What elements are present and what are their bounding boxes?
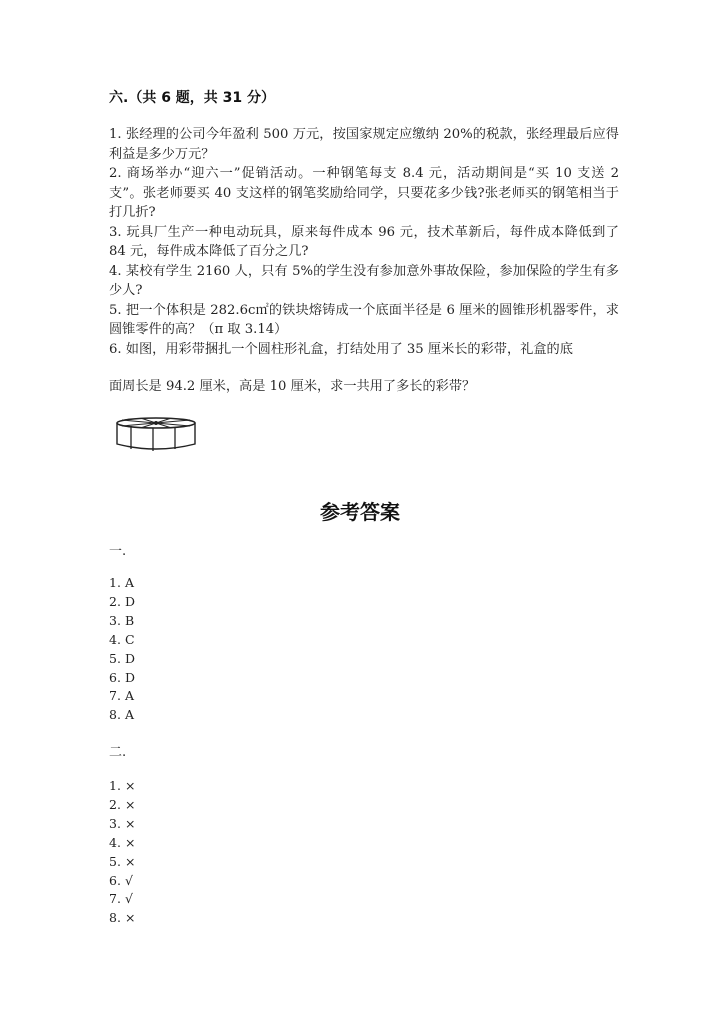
answer-item: 5. D: [109, 650, 135, 666]
answer-item: 4. ×: [109, 834, 136, 850]
cylinder-gift-box-icon: [114, 414, 198, 454]
answer-item: 7. A: [109, 688, 134, 704]
answer-item: 7. √: [109, 891, 133, 907]
answer-item: 4. C: [109, 631, 135, 647]
question-6-continuation: 面周长是 94.2 厘米，高是 10 厘米，求一共用了多长的彩带？: [109, 379, 476, 394]
question-list: [109, 125, 619, 397]
answer-part-2-list: [109, 777, 135, 928]
question-4: 4. 某校有学生 2160 人，只有 5%的学生没有参加意外事故保险，参加保险的学生有多少人?: [109, 263, 619, 298]
answer-part-1-label: 一.: [109, 544, 127, 559]
answer-key-title: 参考答案: [320, 500, 400, 524]
answer-item: 6. D: [109, 669, 135, 685]
answer-item: 8. ×: [109, 910, 136, 926]
question-5: 5. 把一个体积是 282.6c㎡的铁块熔铸成一个底面半径是 6 厘米的圆锥形机器零件，求圆锥零件的高？（π 取 3.14）: [109, 302, 619, 337]
question-1: 1. 张经理的公司今年盈利 500 万元，按国家规定应缴纳 20%的税款，张经理最后应得利益是多少万元？: [109, 127, 619, 162]
question-3: 3. 玩具厂生产一种电动玩具，原来每件成本 96 元，技术革新后，每件成本降低到了 84 元，每件成本降低了百分之几?: [109, 224, 619, 259]
answer-part-2-label: 二.: [109, 745, 127, 760]
answer-item: 2. D: [109, 593, 135, 609]
answer-item: 3. ×: [109, 815, 136, 831]
section-heading: 六.（共 6 题，共 31 分）: [109, 90, 276, 106]
answer-item: 5. ×: [109, 853, 136, 869]
answer-item: 3. B: [109, 612, 135, 628]
question-6: 6. 如图，用彩带捆扎一个圆柱形礼盒，打结处用了 35 厘米长的彩带，礼盒的底: [109, 341, 573, 357]
answer-item: 1. ×: [109, 778, 136, 793]
answer-item: 1. A: [109, 575, 134, 590]
answer-item: 6. √: [109, 872, 133, 888]
question-2: 2. 商场举办“迎六一”促销活动。一种钢笔每支 8.4 元，活动期间是“买 10 支送 2 支”。张老师要买 40 支这样的钢笔奖励给同学，只要花多少钱?张老师买的钢笔相当于打几折?: [109, 166, 619, 220]
answer-item: 8. A: [109, 707, 134, 723]
answer-part-1-list: [109, 574, 135, 725]
answer-item: 2. ×: [109, 796, 136, 812]
